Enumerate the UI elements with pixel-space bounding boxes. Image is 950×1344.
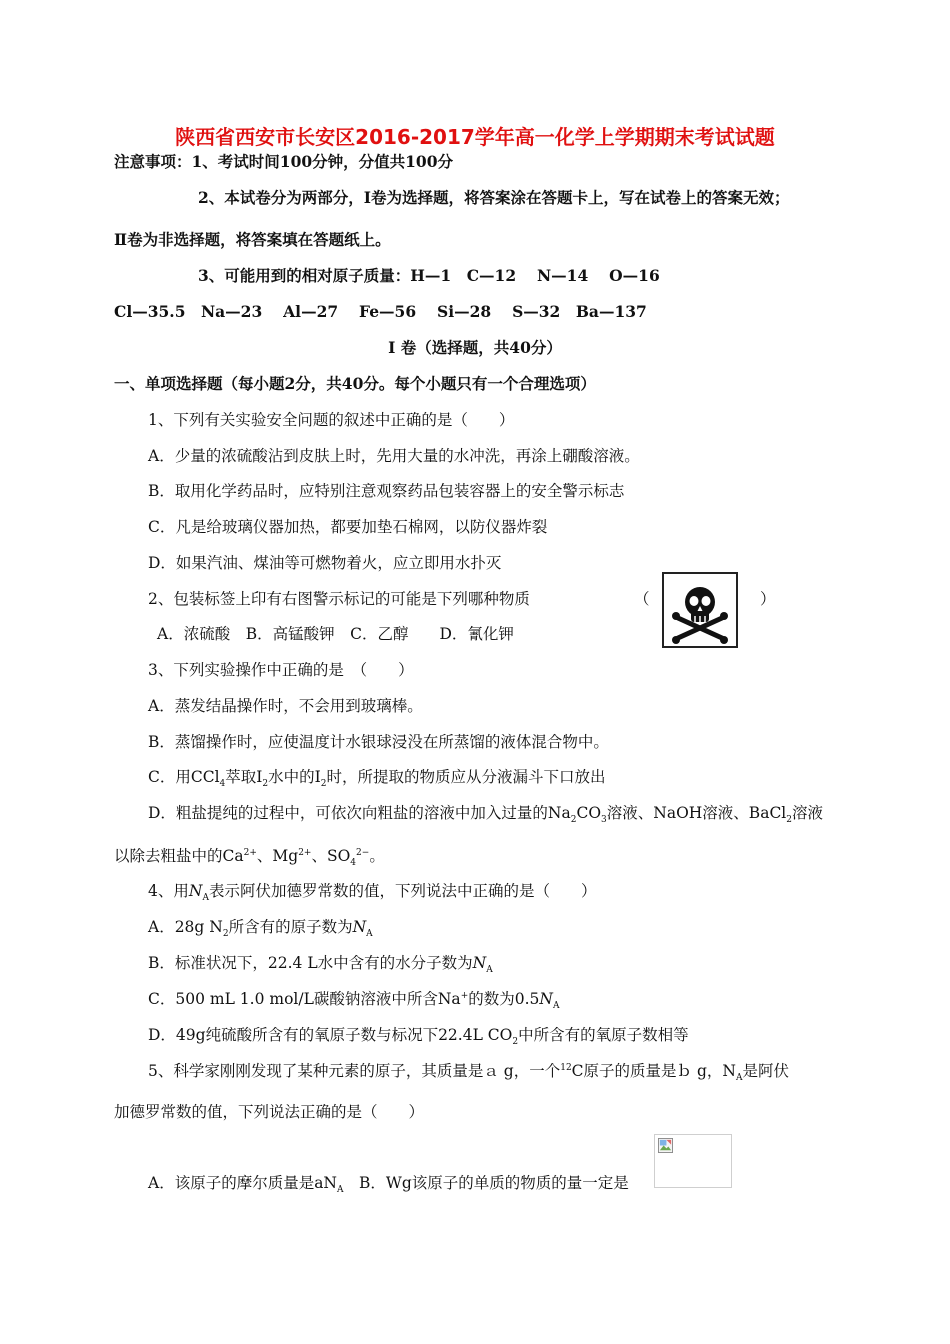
q2-options: A．浓硫酸 B．高锰酸钾 C．乙醇 D．氰化钾: [157, 625, 514, 643]
formula-image-placeholder: [654, 1134, 732, 1188]
q4-stem: 4、用$N_A$表示阿伏加德罗常数的值，下列说法中正确的是（ ）: [148, 882, 597, 904]
q1-option-c: C．凡是给玻璃仪器加热，都要加垫石棉网，以防仪器炸裂: [148, 518, 548, 536]
q2-paren-close: ）: [760, 590, 776, 608]
document-title: 陕西省西安市长安区2016-2017学年高一化学上学期期末考试试题: [175, 125, 775, 149]
note-3: 3、可能用到的相对原子质量：H—1 C—12 N—14 O—16: [198, 266, 660, 285]
q3-option-d-continued: 以除去粗盐中的$Ca^{2+}$、$Mg^{2+}$、$SO_4^{2-}$。: [114, 847, 385, 869]
part-heading: 一、单项选择题（每小题2分，共40分。每个小题只有一个合理选项）: [114, 374, 596, 393]
q1-option-d: D．如果汽油、煤油等可燃物着火，应立即用水扑灭: [148, 554, 502, 572]
q1-option-b: B．取用化学药品时，应特别注意观察药品包装容器上的安全警示标志: [148, 482, 625, 500]
q4-option-c: C．500 mL 1.0 mol/L碳酸钠溶液中所含Na+的数为$0.5N_A$: [148, 990, 560, 1012]
broken-image-icon: [658, 1138, 673, 1153]
atomic-masses: Cl—35.5 Na—23 Al—27 Fe—56 Si—28 S—32 Ba—137: [114, 302, 647, 321]
q3-option-c: C．用CCl$_4$萃取$I_2$水中的$I_2$时，所提取的物质应从分液漏斗下口放出: [148, 768, 606, 790]
q4-option-d: D．49g纯硫酸所含有的氧原子数与标况下22.4L $CO_2$中所含有的氧原子数相等: [148, 1026, 689, 1048]
q4-option-a: A．28g $N_2$所含有的原子数为$N_A$: [148, 918, 373, 940]
q5-stem-continued: 加德罗常数的值，下列说法正确的是（ ）: [114, 1103, 425, 1121]
q3-option-d: D．粗盐提纯的过程中，可依次向粗盐的溶液中加入过量的$Na_2CO_3$溶液、NaOH溶液、BaCl$_2$溶液: [148, 804, 824, 826]
toxic-warning-label: [662, 572, 738, 648]
note-2-continued: Ⅱ卷为非选择题，将答案填在答题纸上。: [114, 230, 391, 249]
q1-stem: 1、下列有关实验安全问题的叙述中正确的是（ ）: [148, 411, 515, 429]
section-heading-1: Ⅰ 卷（选择题，共40分）: [388, 338, 562, 357]
q5-options: A．该原子的摩尔质量是$aN_A$ B．Wg该原子的单质的物质的量一定是: [148, 1174, 629, 1196]
q1-option-a: A．少量的浓硫酸沾到皮肤上时，先用大量的水冲洗，再涂上硼酸溶液。: [148, 447, 640, 465]
q4-option-b: B．标准状况下，22.4 L水中含有的水分子数为$N_A$: [148, 954, 493, 976]
skull-crossbones-icon: [664, 574, 736, 646]
note-2: 2、本试卷分为两部分，Ⅰ卷为选择题，将答案涂在答题卡上，写在试卷上的答案无效；: [198, 188, 790, 207]
q5-stem: 5、科学家刚刚发现了某种元素的原子，其质量是ａ g，一个$^{12}$C原子的质量是ｂ g，$N_A$是阿伏: [148, 1062, 789, 1084]
note-1: 注意事项：1、考试时间100分钟，分值共100分: [114, 152, 453, 171]
q3-option-b: B．蒸馏操作时，应使温度计水银球浸没在所蒸馏的液体混合物中。: [148, 733, 609, 751]
q2-stem: 2、包装标签上印有右图警示标记的可能是下列哪种物质: [148, 590, 530, 608]
q3-option-a: A．蒸发结晶操作时，不会用到玻璃棒。: [148, 697, 423, 715]
q3-stem: 3、下列实验操作中正确的是 （ ）: [148, 661, 414, 679]
q2-paren-open: （: [634, 590, 650, 608]
